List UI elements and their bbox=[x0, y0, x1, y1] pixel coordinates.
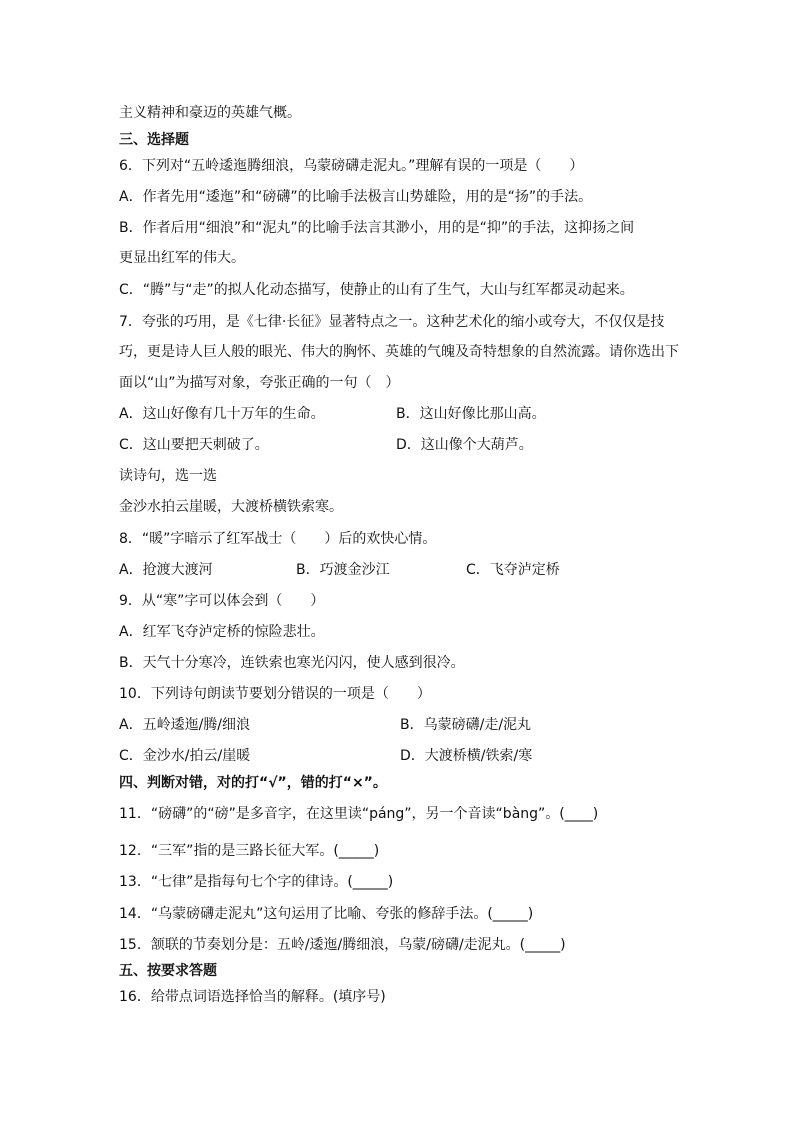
q7-option-d: D．这山像个大葫芦。 bbox=[396, 437, 533, 453]
q8-option-c: C．飞夺泸定桥 bbox=[466, 562, 560, 578]
text-line: 主义精神和豪迈的英雄气概。 bbox=[119, 105, 301, 121]
question-7-cont: 巧，更是诗人巨人般的眼光、伟大的胸怀、英雄的气魄及奇特想象的自然流露。请你选出下 bbox=[119, 344, 679, 360]
question-12: 12．“三军”指的是三路长征大军。(_____) bbox=[119, 843, 380, 859]
q7-option-b: B．这山好像比那山高。 bbox=[396, 406, 546, 422]
question-14: 14．“乌蒙磅礴走泥丸”这句运用了比喻、夸张的修辞手法。(_____) bbox=[119, 906, 534, 922]
question-7-cont: 面以“山”为描写对象，夸张正确的一句（ ） bbox=[119, 375, 400, 391]
question-6: 6．下列对“五岭逶迤腾细浪，乌蒙磅礴走泥丸。”理解有误的一项是（ ） bbox=[119, 158, 584, 174]
q8-option-a: A．抢渡大渡河 bbox=[119, 562, 213, 578]
q7-option-c: C．这山要把天刺破了。 bbox=[119, 437, 269, 453]
question-16: 16．给带点词语选择恰当的解释。(填序号) bbox=[119, 989, 386, 1005]
question-7: 7．夸张的巧用，是《七律·长征》显著特点之一。这种艺术化的缩小或夸大，不仅仅是技 bbox=[119, 314, 665, 330]
question-13: 13．“七律”是指每句七个字的律诗。(_____) bbox=[119, 874, 394, 890]
q6-option-a: A．作者先用“逶迤”和“磅礴”的比喻手法极言山势雄险，用的是“扬”的手法。 bbox=[119, 189, 593, 205]
question-11: 11．“磅礴”的“磅”是多音字，在这里读“páng”，另一个音读“bàng”。(____) bbox=[119, 806, 599, 822]
q8-option-b: B．巧渡金沙江 bbox=[296, 562, 390, 578]
q10-option-a: A．五岭逶迤/腾/细浪 bbox=[119, 717, 251, 733]
q10-option-b: B．乌蒙磅礴/走/泥丸 bbox=[400, 717, 532, 733]
poem-line: 金沙水拍云崖暖，大渡桥横铁索寒。 bbox=[119, 499, 343, 515]
question-15: 15．颔联的节奏划分是：五岭/逶迤/腾细浪，乌蒙/磅礴/走泥丸。(_____) bbox=[119, 937, 566, 953]
q10-option-d: D．大渡桥横/铁索/寒 bbox=[400, 748, 533, 764]
question-9: 9．从“寒”字可以体会到（ ） bbox=[119, 593, 325, 609]
q7-option-a: A．这山好像有几十万年的生命。 bbox=[119, 406, 325, 422]
question-8: 8．“暖”字暗示了红军战士（ ）后的欢快心情。 bbox=[119, 531, 437, 547]
q6-option-b-cont: 更显出红军的伟大。 bbox=[119, 250, 245, 266]
section-heading-answer: 五、按要求答题 bbox=[119, 963, 217, 979]
section-heading-choice: 三、选择题 bbox=[119, 132, 189, 148]
q9-option-b: B．天气十分寒冷，连铁索也寒光闪闪，使人感到很冷。 bbox=[119, 655, 465, 671]
q6-option-b: B．作者后用“细浪”和“泥丸”的比喻手法言其渺小，用的是“抑”的手法，这抑扬之间 bbox=[119, 220, 635, 236]
question-10: 10．下列诗句朗读节要划分错误的一项是（ ） bbox=[119, 686, 431, 702]
q6-option-c: C．“腾”与“走”的拟人化动态描写，使静止的山有了生气，大山与红军都灵动起来。 bbox=[119, 282, 634, 298]
q9-option-a: A．红军飞夺泸定桥的惊险悲壮。 bbox=[119, 624, 325, 640]
section-heading-true-false: 四、判断对错，对的打“√”，错的打“×”。 bbox=[119, 775, 387, 791]
q10-option-c: C．金沙水/拍云/崖暖 bbox=[119, 748, 251, 764]
reading-instruction: 读诗句，选一选 bbox=[119, 468, 217, 484]
